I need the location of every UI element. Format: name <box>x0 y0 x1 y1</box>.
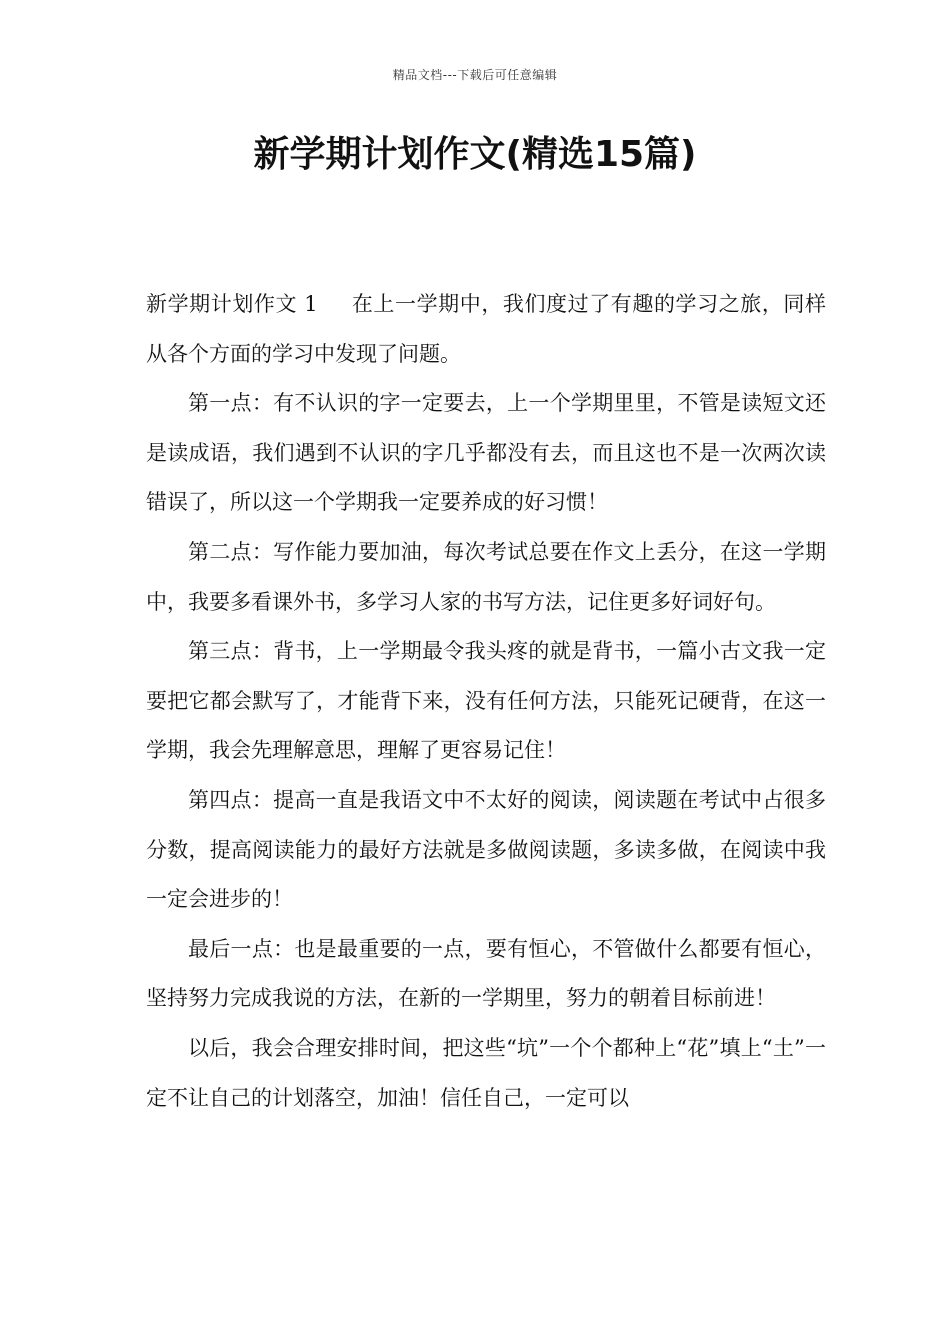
intro-paragraph <box>146 280 826 379</box>
section-label: 新学期计划作文 1 <box>146 292 318 316</box>
header-note: 精品文档---下载后可任意编辑 <box>392 68 558 82</box>
paragraph-conclusion: 以后，我会合理安排时间，把这些“坑”一个个都种上“花”填上“土”一定不让自己的计划落空，加油！信任自己，一定可以 <box>146 1035 826 1110</box>
paragraph-point-1: 第一点：有不认识的字一定要去，上一个学期里里，不管是读短文还是读成语，我们遇到不认识的字几乎都没有去，而且这也不是一次两次读错误了，所以这一个学期我一定要养成的好习惯！ <box>146 391 826 515</box>
intro-text: 在上一学期中，我们度过了有趣的学习之旅，同样从各个方面的学习中发现了问题。 <box>146 292 826 366</box>
paragraph-point-3: 第三点：背书，上一学期最令我头疼的就是背书，一篇小古文我一定要把它都会默写了，才能背下来，没有任何方法，只能死记硬背，在这一学期，我会先理解意思，理解了更容易记住！ <box>146 639 826 763</box>
paragraph-point-4: 第四点：提高一直是我语文中不太好的阅读，阅读题在考试中占很多分数，提高阅读能力的最好方法就是多做阅读题，多读多做，在阅读中我一定会进步的！ <box>146 787 826 912</box>
document-body <box>146 280 826 1123</box>
document-title: 新学期计划作文(精选15篇) <box>253 134 697 175</box>
paragraph-point-2: 第二点：写作能力要加油，每次考试总要在作文上丢分，在这一学期中，我要多看课外书，多学习人家的书写方法，记住更多好词好句。 <box>146 539 826 614</box>
paragraph-last-point: 最后一点：也是最重要的一点，要有恒心，不管做什么都要有恒心，坚持努力完成我说的方法，在新的一学期里，努力的朝着目标前进！ <box>146 936 826 1011</box>
